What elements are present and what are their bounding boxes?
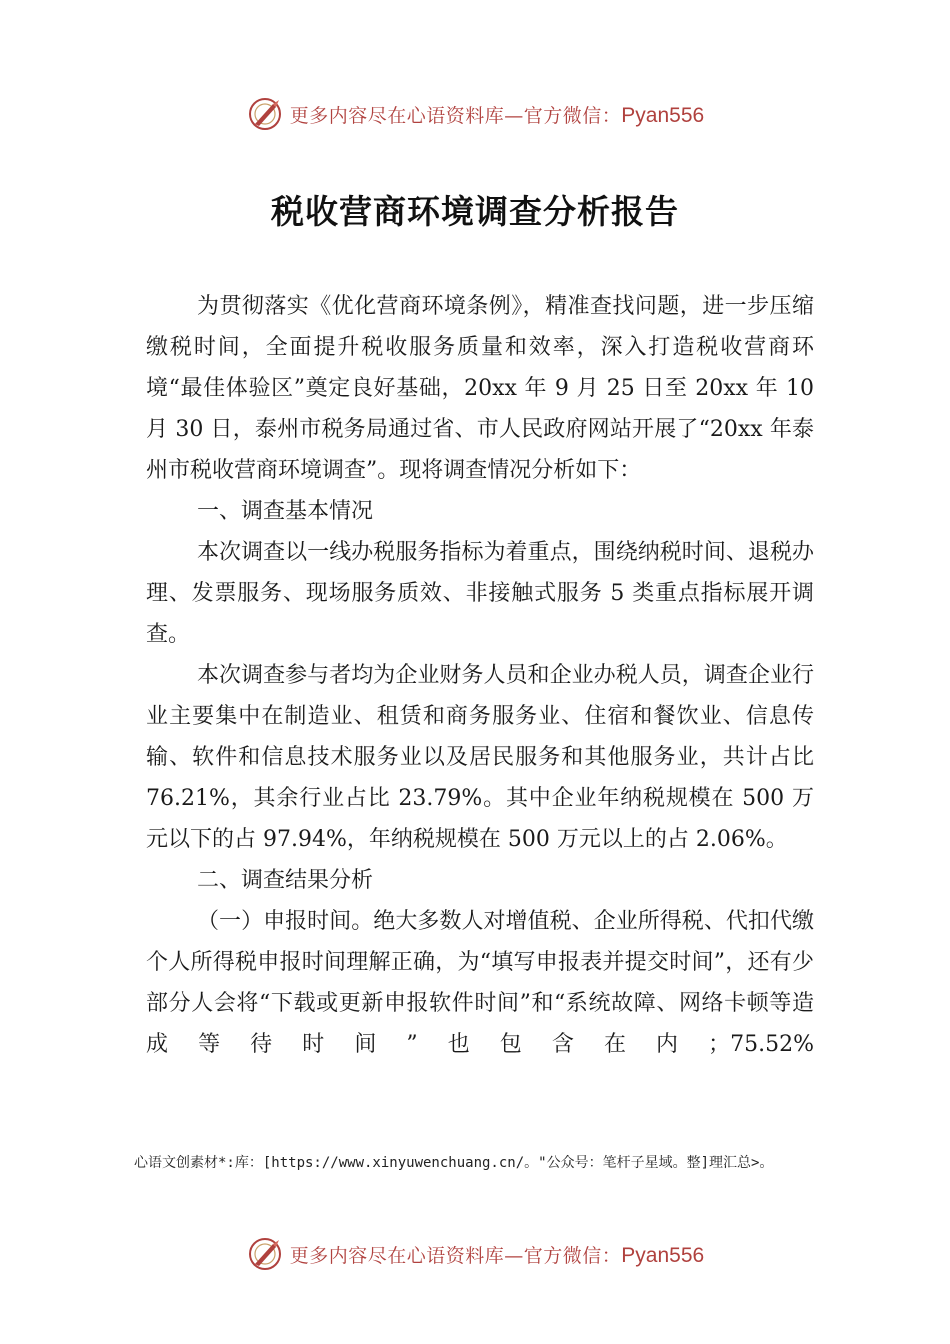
- body-paragraph: （一）申报时间。绝大多数人对增值税、企业所得税、代扣代缴个人所得税申报时间理解正确，为“填写申报表并提交时间”，还有少部分人会将“下载或更新申报软件时间”和“系统故障、网络卡顿等造成等待时间”也包含在内；75.52%: [146, 909, 814, 1057]
- body-paragraph: 本次调查以一线办税服务指标为着重点，围绕纳税时间、退税办理、发票服务、现场服务质效、非接触式服务 5 类重点指标展开调查。: [146, 540, 814, 647]
- quill-seal-icon: [246, 95, 284, 133]
- banner-text: 更多内容尽在心语资料库—官方微信：Pyan556: [289, 1243, 705, 1267]
- intro-paragraph: 为贯彻落实《优化营商环境条例》，精准查找问题，进一步压缩缴税时间，全面提升税收服务质量和效率，深入打造税收营商环境“最佳体验区”奠定良好基础，20xx 年 9 月 25 日至 20xx 年 10 月 30 日，泰州市税务局通过省、市人民政府网站开展了“20xx 年泰州市税收营商环境调查”。现将调查情况分析如下：: [146, 294, 814, 483]
- wechat-id: Pyan556: [621, 103, 705, 127]
- document-title: 税收营商环境调查分析报告: [271, 192, 679, 231]
- wechat-id: Pyan556: [621, 1243, 705, 1267]
- banner-text: 更多内容尽在心语资料库—官方微信：Pyan556: [289, 103, 705, 127]
- body-paragraph: 本次调查参与者均为企业财务人员和企业办税人员，调查企业行业主要集中在制造业、租赁和商务服务业、住宿和餐饮业、信息传输、软件和信息技术服务业以及居民服务和其他服务业，共计占比 76.21%，其余行业占比 23.79%。其中企业年纳税规模在 500 万元以下的占 97.94%，年纳税规模在 500 万元以上的占 2.06%。: [146, 663, 814, 852]
- footer-banner: [0, 1234, 950, 1274]
- quill-seal-icon: [246, 1235, 284, 1273]
- footnote: 心语文创素材*:库：[https://www.xinyuwenchuang.cn/。"公众号：笔杆子星域。整]理汇总>。: [134, 1155, 774, 1171]
- document-body: [146, 286, 814, 1065]
- section-heading-2: 二、调查结果分析: [197, 868, 374, 893]
- section-heading-1: 一、调查基本情况: [197, 499, 374, 524]
- header-banner: [0, 94, 950, 134]
